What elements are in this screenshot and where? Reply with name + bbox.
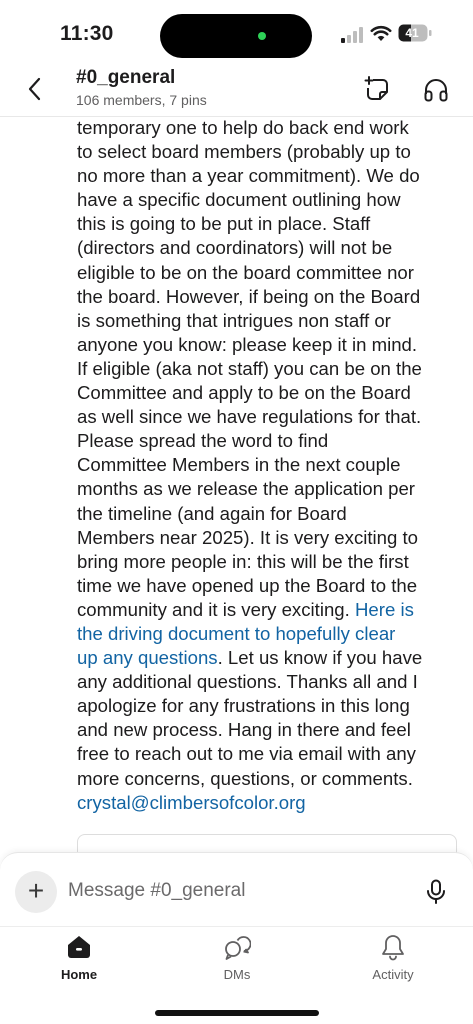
tab-activity[interactable] <box>343 933 443 993</box>
dms-icon <box>223 933 251 961</box>
message-text-segment: have a specific document outlining how <box>77 189 401 211</box>
battery-percentage: 41 <box>405 26 419 40</box>
message-text-segment: to select board members (probably up to <box>77 141 411 163</box>
message-text-segment: Committee Members in the next couple <box>77 454 401 476</box>
message-text-segment: Please spread the word to find <box>77 430 329 452</box>
message-line <box>77 164 461 188</box>
message-line <box>77 140 461 164</box>
message-text-segment: the timeline (and again for Board <box>77 502 347 524</box>
message-line <box>77 405 461 429</box>
bottom-tab-bar <box>0 926 473 1024</box>
message-link[interactable]: up any questions <box>77 647 218 669</box>
message-line <box>77 236 461 260</box>
home-indicator <box>155 1010 319 1016</box>
dynamic-island <box>160 14 312 58</box>
wifi-icon <box>370 24 392 42</box>
message-line <box>77 477 461 501</box>
message-input[interactable] <box>68 877 398 905</box>
tab-home-label: Home <box>60 967 98 982</box>
message-line <box>77 598 461 622</box>
message-text-segment: Committee and apply to be on the Board <box>77 382 411 404</box>
message-line <box>77 742 461 766</box>
message-line <box>77 670 461 694</box>
message-line <box>77 718 461 742</box>
tab-home[interactable] <box>29 933 129 993</box>
message-line <box>77 502 461 526</box>
channel-name[interactable]: #0_general <box>76 67 176 88</box>
headphones-icon[interactable] <box>423 77 449 103</box>
cellular-signal-icon <box>341 27 365 43</box>
tab-dms[interactable] <box>187 933 287 993</box>
message-body <box>77 116 461 815</box>
back-chevron-icon[interactable] <box>22 74 48 104</box>
status-bar <box>0 0 473 64</box>
home-icon <box>65 933 93 961</box>
message-line <box>77 694 461 718</box>
new-canvas-icon[interactable] <box>364 76 390 102</box>
microphone-icon[interactable] <box>425 879 447 905</box>
tab-dms-label: DMs <box>223 967 251 982</box>
message-link[interactable]: crystal@climbersofcolor.org <box>77 791 306 813</box>
message-line <box>77 261 461 285</box>
message-text-segment: community and it is very exciting. <box>77 598 355 620</box>
message-line <box>77 429 461 453</box>
message-line <box>77 622 461 646</box>
message-text-segment: anyone you know: please keep it in mind. <box>77 333 418 355</box>
message-line <box>77 574 461 598</box>
message-link[interactable]: the driving document to hopefully clear <box>77 622 396 644</box>
message-text-segment: temporary one to help do back end work <box>77 117 409 138</box>
message-line <box>77 212 461 236</box>
message-line <box>77 791 461 815</box>
message-text-segment: is something that intrigues non staff or <box>77 309 391 331</box>
message-line <box>77 767 461 791</box>
message-line <box>77 381 461 405</box>
status-time: 11:30 <box>60 22 114 45</box>
message-text-segment: this is going to be put in place. Staff <box>77 213 371 235</box>
message-text-segment: more concerns, questions, or comments. <box>77 767 413 789</box>
message-line <box>77 116 461 140</box>
message-text-segment: (directors and coordinators) will not be <box>77 237 393 259</box>
message-text-segment: eligible to be on the board committee nor <box>77 261 414 283</box>
message-line <box>77 309 461 333</box>
message-line <box>77 357 461 381</box>
message-text-segment: months as we release the application per <box>77 478 415 500</box>
message-text-segment: If eligible (aka not staff) you can be on the <box>77 357 422 379</box>
bell-icon <box>379 933 407 961</box>
message-line <box>77 188 461 212</box>
message-line <box>77 526 461 550</box>
message-text-segment: free to reach out to me via email with any <box>77 743 416 765</box>
camera-indicator-dot <box>258 32 266 40</box>
add-attachment-button[interactable]: + <box>15 871 57 913</box>
message-text-segment: bring more people in: this will be the first <box>77 550 409 572</box>
channel-header <box>0 64 473 117</box>
message-text-segment: Members near 2025). It is very exciting to <box>77 526 419 548</box>
message-composer <box>0 852 473 927</box>
message-text-segment: apologize for any frustrations in this long <box>77 695 410 717</box>
message-line <box>77 550 461 574</box>
message-line <box>77 453 461 477</box>
message-line <box>77 333 461 357</box>
message-line <box>77 285 461 309</box>
channel-member-count[interactable]: 106 members, 7 pins <box>76 92 207 108</box>
message-link[interactable]: Here is <box>354 598 414 620</box>
message-text-segment: . Let us know if you have <box>217 647 423 669</box>
message-list[interactable] <box>0 116 473 856</box>
message-text-segment: no more than a year commitment). We do <box>77 165 420 187</box>
tab-activity-label: Activity <box>372 967 414 982</box>
message-text-segment: the board. However, if being on the Board <box>77 285 421 307</box>
message-text-segment: time we have opened up the Board to the <box>77 574 418 596</box>
message-line <box>77 646 461 670</box>
message-text-segment: as well since we have regulations for that. <box>77 406 422 428</box>
message-text-segment: any additional questions. Thanks all and I <box>77 671 418 693</box>
message-text-segment: and new process. Hang in there and feel <box>77 719 411 741</box>
